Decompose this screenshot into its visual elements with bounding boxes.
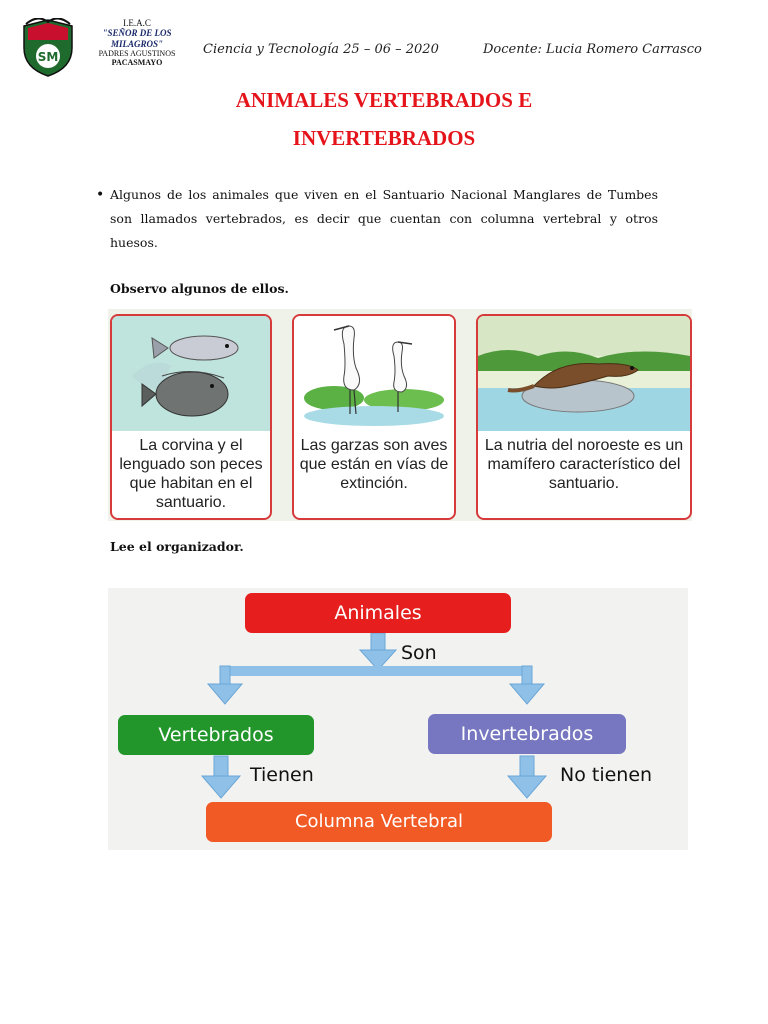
section-read: Lee el organizador. [110,539,244,554]
connector-tienen: Tienen [250,764,314,786]
connector-son: Son [401,642,437,664]
caption-heron: Las garzas son aves que están en vías de extinción. [299,437,449,492]
header-info [203,42,702,57]
caption-fish: La corvina y el lenguado son peces que habitan en el santuario. [119,437,263,511]
organizer-vertebrados: Vertebrados [118,715,314,755]
bullet-icon: • [96,187,105,203]
logo-text [82,18,192,67]
card-heron [292,314,456,520]
card-otter [476,314,692,520]
intro-text: Algunos de los animales que viven en el Santuario Nacional Manglares de Tumbes son llamados vertebrados, es decir que cuentan con columna vertebral y otros huesos. [110,187,658,250]
logo-line1: I.E.A.C [123,18,151,28]
connector-no-tienen: No tienen [560,764,653,786]
heron-illustration [294,316,454,431]
teacher-name: Docente: Lucia Romero Carrasco [483,42,702,57]
course-date: Ciencia y Tecnología 25 – 06 – 2020 [203,42,439,57]
page-title-line2: INVERTEBRADOS [292,126,476,150]
card-fish [110,314,272,520]
logo-line2: "SEÑOR DE LOS MILAGROS" [102,28,172,49]
otter-illustration [478,316,690,431]
organizer-root-animales: Animales [245,593,511,633]
document-header [0,0,768,80]
caption-otter: La nutria del noroeste es un mamífero característico del santuario. [484,437,684,492]
organizer-invertebrados: Invertebrados [428,714,626,754]
school-logo [18,18,178,80]
animal-images-panel [108,309,692,521]
fish-illustration [112,316,270,431]
logo-line4: PACASMAYO [111,58,163,68]
section-observe: Observo algunos de ellos. [110,281,289,296]
intro-bullet [96,183,658,255]
logo-line3: PADRES AGUSTINOS [98,49,176,59]
svg-text:SM: SM [37,50,59,64]
school-shield-icon [18,18,78,78]
page-title-line1: ANIMALES VERTEBRADOS E [235,88,533,112]
organizer-diagram [108,588,688,850]
organizer-columna-vertebral: Columna Vertebral [206,802,552,842]
